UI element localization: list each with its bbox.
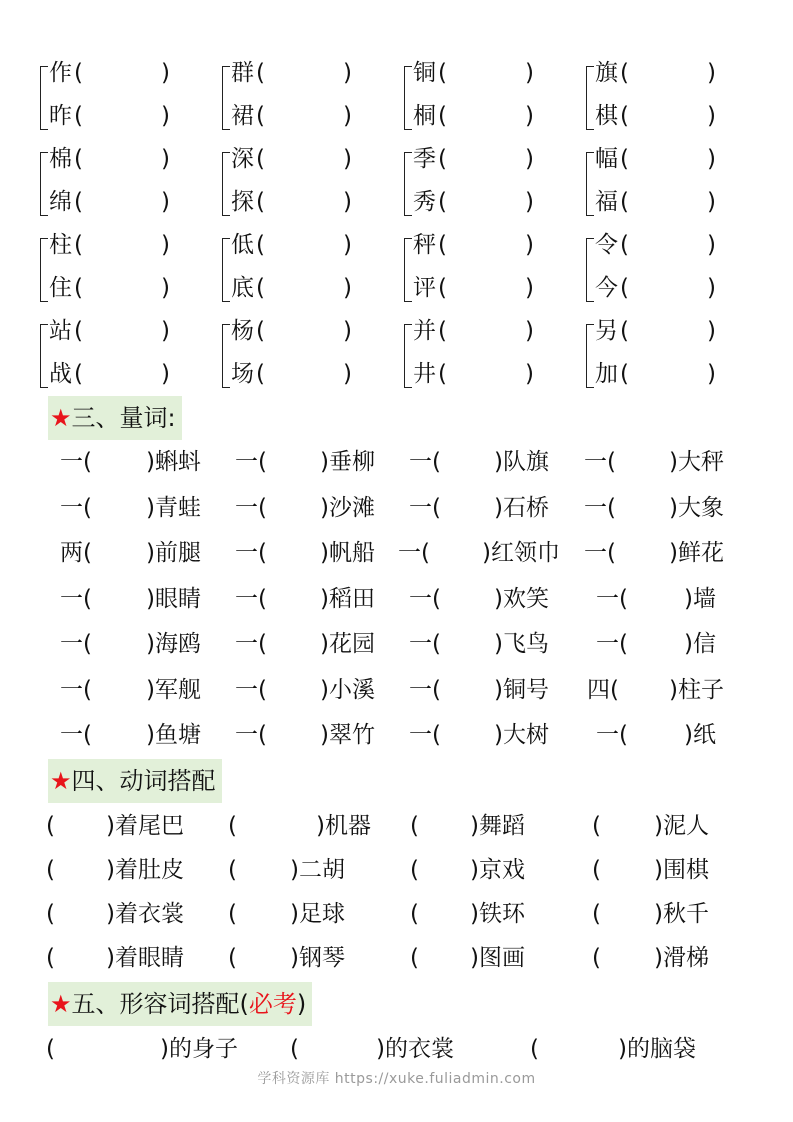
paren-close: ) <box>161 60 170 86</box>
collocation-word: )的脑袋 <box>618 1036 696 1062</box>
answer-blank[interactable]: 一( <box>596 722 628 748</box>
collocation-word: )信 <box>684 631 716 657</box>
collocation-word: )沙滩 <box>320 494 375 521</box>
answer-blank[interactable]: ( <box>46 945 55 971</box>
collocation-word: )前腿 <box>146 540 201 566</box>
answer-blank[interactable]: ( <box>438 318 447 344</box>
pair-line <box>231 224 352 267</box>
answer-blank[interactable]: 一( <box>409 585 441 612</box>
collocation-word: )大秤 <box>669 449 724 475</box>
answer-blank[interactable]: ( <box>256 318 265 344</box>
section-header-measure-words <box>48 396 182 440</box>
collocation-word: )滑梯 <box>654 945 709 971</box>
pair-line <box>413 181 534 224</box>
answer-blank[interactable]: ( <box>46 901 55 927</box>
collocation-word: )纸 <box>684 722 716 748</box>
pair-character: 群 <box>231 60 254 86</box>
pair-row <box>38 310 738 396</box>
collocation-word: )舞蹈 <box>470 813 525 839</box>
collocation-word: )秋千 <box>654 901 709 927</box>
paren-close: ) <box>707 103 716 129</box>
character-pair <box>584 52 760 138</box>
collocation-word: )大树 <box>494 722 549 748</box>
character-pair <box>402 224 578 310</box>
paren-close: ) <box>707 318 716 344</box>
note-open: ( <box>239 990 249 1018</box>
pair-character: 柱 <box>49 232 72 258</box>
character-pair <box>220 52 396 138</box>
collocation-word: )柱子 <box>669 676 724 703</box>
collocation-word: )蝌蚪 <box>146 449 201 475</box>
answer-blank[interactable]: ( <box>592 901 601 927</box>
answer-blank[interactable]: ( <box>74 318 83 344</box>
pair-character: 昨 <box>49 103 72 129</box>
collocation-word: )墙 <box>684 585 716 612</box>
pair-bracket <box>404 324 412 388</box>
collocation-word: )青蛙 <box>146 494 201 521</box>
answer-blank[interactable]: 一( <box>235 449 267 475</box>
pair-bracket <box>40 324 48 388</box>
verb-row <box>0 892 793 936</box>
paren-close: ) <box>343 232 352 258</box>
pair-bracket <box>586 238 594 302</box>
character-pair <box>402 52 578 138</box>
paren-close: ) <box>525 189 534 215</box>
collocation-word: )队旗 <box>494 449 549 475</box>
pair-character: 裙 <box>231 103 254 129</box>
pair-character: 季 <box>413 146 436 172</box>
pair-character: 低 <box>231 232 254 258</box>
answer-blank[interactable]: ( <box>46 1036 55 1062</box>
pair-line <box>413 138 534 181</box>
answer-blank[interactable]: ( <box>256 232 265 258</box>
answer-blank[interactable]: 一( <box>584 540 616 566</box>
collocation-word: )着肚皮 <box>106 857 184 883</box>
paren-close: ) <box>343 146 352 172</box>
answer-blank[interactable]: ( <box>256 275 265 301</box>
answer-blank[interactable]: ( <box>46 857 55 883</box>
paren-close: ) <box>525 232 534 258</box>
pair-character: 评 <box>413 275 436 301</box>
collocation-word: )着尾巴 <box>106 813 184 839</box>
paren-close: ) <box>161 232 170 258</box>
pair-line <box>231 353 352 396</box>
section-header-adjectives <box>48 982 312 1026</box>
answer-blank[interactable]: ( <box>620 60 629 86</box>
paren-close: ) <box>707 275 716 301</box>
must-test-note: 必考 <box>248 990 297 1018</box>
pair-character: 旗 <box>595 60 618 86</box>
answer-blank[interactable]: ( <box>74 361 83 387</box>
pair-character: 今 <box>595 275 618 301</box>
answer-blank[interactable]: ( <box>410 945 419 971</box>
answer-blank[interactable]: 一( <box>584 494 616 521</box>
pair-line <box>49 310 170 353</box>
answer-blank[interactable]: ( <box>438 189 447 215</box>
answer-blank[interactable]: 两( <box>60 540 92 566</box>
paren-close: ) <box>343 361 352 387</box>
paren-close: ) <box>161 318 170 344</box>
collocation-word: )花园 <box>320 631 375 657</box>
measure-word-row <box>0 713 793 757</box>
collocation-word: )的身子 <box>160 1036 238 1062</box>
pair-character: 井 <box>413 361 436 387</box>
answer-blank[interactable]: ( <box>410 901 419 927</box>
pair-line <box>49 353 170 396</box>
measure-word-row <box>0 531 793 575</box>
pair-line <box>595 95 716 138</box>
paren-close: ) <box>525 275 534 301</box>
collocation-word: )铜号 <box>494 676 549 703</box>
answer-blank[interactable]: ( <box>620 232 629 258</box>
collocation-word: )钢琴 <box>290 945 345 971</box>
answer-blank[interactable]: ( <box>74 275 83 301</box>
answer-blank[interactable]: ( <box>74 103 83 129</box>
paren-close: ) <box>161 361 170 387</box>
pair-line <box>231 310 352 353</box>
answer-blank[interactable]: ( <box>592 945 601 971</box>
paren-close: ) <box>343 318 352 344</box>
pair-character: 秀 <box>413 189 436 215</box>
answer-blank[interactable]: 一( <box>409 631 441 657</box>
answer-blank[interactable]: ( <box>620 189 629 215</box>
pair-line <box>49 95 170 138</box>
answer-blank[interactable]: ( <box>228 901 237 927</box>
pair-line <box>413 52 534 95</box>
answer-blank[interactable]: ( <box>74 146 83 172</box>
character-pair <box>38 224 214 310</box>
verb-row <box>0 804 793 848</box>
answer-blank[interactable]: ( <box>438 232 447 258</box>
answer-blank[interactable]: ( <box>438 60 447 86</box>
answer-blank[interactable]: ( <box>592 813 601 839</box>
pair-bracket <box>404 238 412 302</box>
character-pair <box>584 310 760 396</box>
pair-line <box>595 310 716 353</box>
pair-bracket <box>586 324 594 388</box>
collocation-word: )小溪 <box>320 676 375 703</box>
section-title: 三、量词: <box>71 404 176 432</box>
collocation-word: )大象 <box>669 494 724 521</box>
pair-row <box>38 52 738 138</box>
collocation-word: )垂柳 <box>320 449 375 475</box>
collocation-word: )海鸥 <box>146 631 201 657</box>
paren-close: ) <box>525 60 534 86</box>
pair-bracket <box>586 66 594 130</box>
verb-row <box>0 936 793 980</box>
answer-blank[interactable]: ( <box>74 189 83 215</box>
character-pair <box>38 138 214 224</box>
character-pair <box>220 224 396 310</box>
collocation-word: )二胡 <box>290 857 345 883</box>
paren-close: ) <box>161 275 170 301</box>
answer-blank[interactable]: 一( <box>60 449 92 475</box>
pair-line <box>49 267 170 310</box>
collocation-word: )着衣裳 <box>106 901 184 927</box>
collocation-word: )鲜花 <box>669 540 724 566</box>
measure-word-row <box>0 668 793 712</box>
answer-blank[interactable]: 一( <box>235 676 267 703</box>
answer-blank[interactable]: ( <box>74 232 83 258</box>
pair-character: 战 <box>49 361 72 387</box>
pair-character: 棋 <box>595 103 618 129</box>
pair-line <box>49 224 170 267</box>
paren-close: ) <box>161 189 170 215</box>
answer-blank[interactable]: ( <box>46 813 55 839</box>
answer-blank[interactable]: ( <box>228 813 237 839</box>
answer-blank[interactable]: ( <box>228 945 237 971</box>
answer-blank[interactable]: 一( <box>235 494 267 521</box>
pair-row <box>38 224 738 310</box>
paren-close: ) <box>525 361 534 387</box>
collocation-word: )军舰 <box>146 676 201 703</box>
character-pair <box>220 310 396 396</box>
paren-close: ) <box>161 103 170 129</box>
answer-blank[interactable]: 一( <box>235 722 267 748</box>
paren-close: ) <box>707 60 716 86</box>
collocation-word: )鱼塘 <box>146 722 201 748</box>
note-close: ) <box>296 990 307 1018</box>
pair-line <box>595 267 716 310</box>
pair-character: 站 <box>49 318 72 344</box>
measure-word-row <box>0 622 793 666</box>
pair-line <box>595 138 716 181</box>
pair-character: 探 <box>231 189 254 215</box>
pair-bracket <box>40 238 48 302</box>
pair-character: 福 <box>595 189 618 215</box>
character-pair <box>38 52 214 138</box>
adjective-row <box>0 1027 793 1071</box>
pair-character: 作 <box>49 60 72 86</box>
answer-blank[interactable]: ( <box>620 275 629 301</box>
collocation-word: )红领巾 <box>482 540 560 566</box>
pair-line <box>413 224 534 267</box>
pair-character: 另 <box>595 318 618 344</box>
collocation-word: )机器 <box>316 813 371 839</box>
pair-bracket <box>222 324 230 388</box>
footer-watermark: 学科资源库 https://xuke.fuliadmin.com <box>257 1071 536 1087</box>
pair-bracket <box>586 152 594 216</box>
answer-blank[interactable]: ( <box>438 146 447 172</box>
collocation-word: )足球 <box>290 901 345 927</box>
collocation-word: )眼睛 <box>146 585 201 612</box>
paren-close: ) <box>707 189 716 215</box>
collocation-word: )铁环 <box>470 901 525 927</box>
pair-character: 场 <box>231 361 254 387</box>
answer-blank[interactable]: 一( <box>398 540 430 566</box>
star-icon: ★ <box>50 990 72 1018</box>
measure-word-row <box>0 486 793 530</box>
verb-row <box>0 848 793 892</box>
pair-line <box>595 52 716 95</box>
answer-blank[interactable]: 四( <box>587 676 619 703</box>
answer-blank[interactable]: ( <box>290 1036 299 1062</box>
collocation-word: )的衣裳 <box>376 1036 454 1062</box>
pair-character: 并 <box>413 318 436 344</box>
pair-line <box>595 181 716 224</box>
answer-blank[interactable]: ( <box>620 103 629 129</box>
pair-character: 令 <box>595 232 618 258</box>
answer-blank[interactable]: 一( <box>409 722 441 748</box>
pair-line <box>231 181 352 224</box>
answer-blank[interactable]: ( <box>620 318 629 344</box>
pair-line <box>231 52 352 95</box>
collocation-word: )石桥 <box>494 494 549 521</box>
pair-line <box>49 181 170 224</box>
paren-close: ) <box>161 146 170 172</box>
pair-character: 铜 <box>413 60 436 86</box>
pair-character: 深 <box>231 146 254 172</box>
pair-bracket <box>404 152 412 216</box>
answer-blank[interactable]: 一( <box>596 585 628 612</box>
star-icon: ★ <box>50 767 72 795</box>
section-header-verbs <box>48 759 222 803</box>
pair-bracket <box>40 66 48 130</box>
collocation-word: )着眼睛 <box>106 945 184 971</box>
pair-line <box>413 310 534 353</box>
answer-blank[interactable]: 一( <box>60 676 92 703</box>
paren-close: ) <box>343 189 352 215</box>
collocation-word: )京戏 <box>470 857 525 883</box>
character-pair <box>584 224 760 310</box>
pair-line <box>231 138 352 181</box>
collocation-word: )稻田 <box>320 585 375 612</box>
paren-close: ) <box>343 60 352 86</box>
answer-blank[interactable]: ( <box>438 103 447 129</box>
answer-blank[interactable]: ( <box>410 857 419 883</box>
collocation-word: )翠竹 <box>320 722 375 748</box>
pair-character: 底 <box>231 275 254 301</box>
section-title: 五、形容词搭配 <box>71 990 240 1018</box>
character-pair <box>38 310 214 396</box>
answer-blank[interactable]: ( <box>256 103 265 129</box>
paren-close: ) <box>525 318 534 344</box>
paren-close: ) <box>707 361 716 387</box>
answer-blank[interactable]: 一( <box>60 631 92 657</box>
character-pair <box>402 138 578 224</box>
answer-blank[interactable]: ( <box>228 857 237 883</box>
answer-blank[interactable]: ( <box>620 361 629 387</box>
pair-character: 幅 <box>595 146 618 172</box>
collocation-word: )泥人 <box>654 813 709 839</box>
pair-character: 秤 <box>413 232 436 258</box>
answer-blank[interactable]: 一( <box>235 540 267 566</box>
pair-line <box>413 267 534 310</box>
collocation-word: )飞鸟 <box>494 631 549 657</box>
collocation-word: )欢笑 <box>494 585 549 612</box>
collocation-word: )图画 <box>470 945 525 971</box>
pair-line <box>231 95 352 138</box>
answer-blank[interactable]: 一( <box>409 676 441 703</box>
answer-blank[interactable]: ( <box>256 189 265 215</box>
pair-line <box>49 52 170 95</box>
answer-blank[interactable]: ( <box>530 1036 539 1062</box>
character-pair <box>584 138 760 224</box>
pair-line <box>231 267 352 310</box>
paren-close: ) <box>707 232 716 258</box>
paren-close: ) <box>343 275 352 301</box>
pair-bracket <box>222 66 230 130</box>
answer-blank[interactable]: ( <box>256 146 265 172</box>
star-icon: ★ <box>50 404 72 432</box>
answer-blank[interactable]: ( <box>438 275 447 301</box>
measure-word-row <box>0 577 793 621</box>
pair-character: 加 <box>595 361 618 387</box>
answer-blank[interactable]: ( <box>256 60 265 86</box>
answer-blank[interactable]: ( <box>438 361 447 387</box>
pair-line <box>595 353 716 396</box>
answer-blank[interactable]: ( <box>410 813 419 839</box>
character-pair <box>402 310 578 396</box>
character-pairs-grid <box>38 52 738 396</box>
answer-blank[interactable]: ( <box>592 857 601 883</box>
pair-line <box>49 138 170 181</box>
answer-blank[interactable]: ( <box>620 146 629 172</box>
answer-blank[interactable]: 一( <box>235 585 267 612</box>
pair-character: 绵 <box>49 189 72 215</box>
pair-bracket <box>222 238 230 302</box>
character-pair <box>220 138 396 224</box>
paren-close: ) <box>525 146 534 172</box>
paren-close: ) <box>343 103 352 129</box>
answer-blank[interactable]: 一( <box>409 494 441 521</box>
pair-row <box>38 138 738 224</box>
answer-blank[interactable]: 一( <box>584 449 616 475</box>
answer-blank[interactable]: 一( <box>235 631 267 657</box>
answer-blank[interactable]: 一( <box>60 585 92 612</box>
answer-blank[interactable]: ( <box>256 361 265 387</box>
answer-blank[interactable]: 一( <box>60 722 92 748</box>
page-footer <box>0 1068 793 1088</box>
measure-word-row <box>0 440 793 484</box>
answer-blank[interactable]: 一( <box>60 494 92 521</box>
answer-blank[interactable]: 一( <box>596 631 628 657</box>
pair-character: 杨 <box>231 318 254 344</box>
pair-character: 住 <box>49 275 72 301</box>
pair-line <box>595 224 716 267</box>
pair-bracket <box>404 66 412 130</box>
section-title: 四、动词搭配 <box>71 767 216 795</box>
answer-blank[interactable]: 一( <box>409 449 441 475</box>
pair-line <box>413 353 534 396</box>
collocation-word: )围棋 <box>654 857 709 883</box>
paren-close: ) <box>707 146 716 172</box>
pair-character: 桐 <box>413 103 436 129</box>
pair-character: 棉 <box>49 146 72 172</box>
collocation-word: )帆船 <box>320 540 375 566</box>
answer-blank[interactable]: ( <box>74 60 83 86</box>
pair-bracket <box>222 152 230 216</box>
pair-bracket <box>40 152 48 216</box>
pair-line <box>413 95 534 138</box>
paren-close: ) <box>525 103 534 129</box>
